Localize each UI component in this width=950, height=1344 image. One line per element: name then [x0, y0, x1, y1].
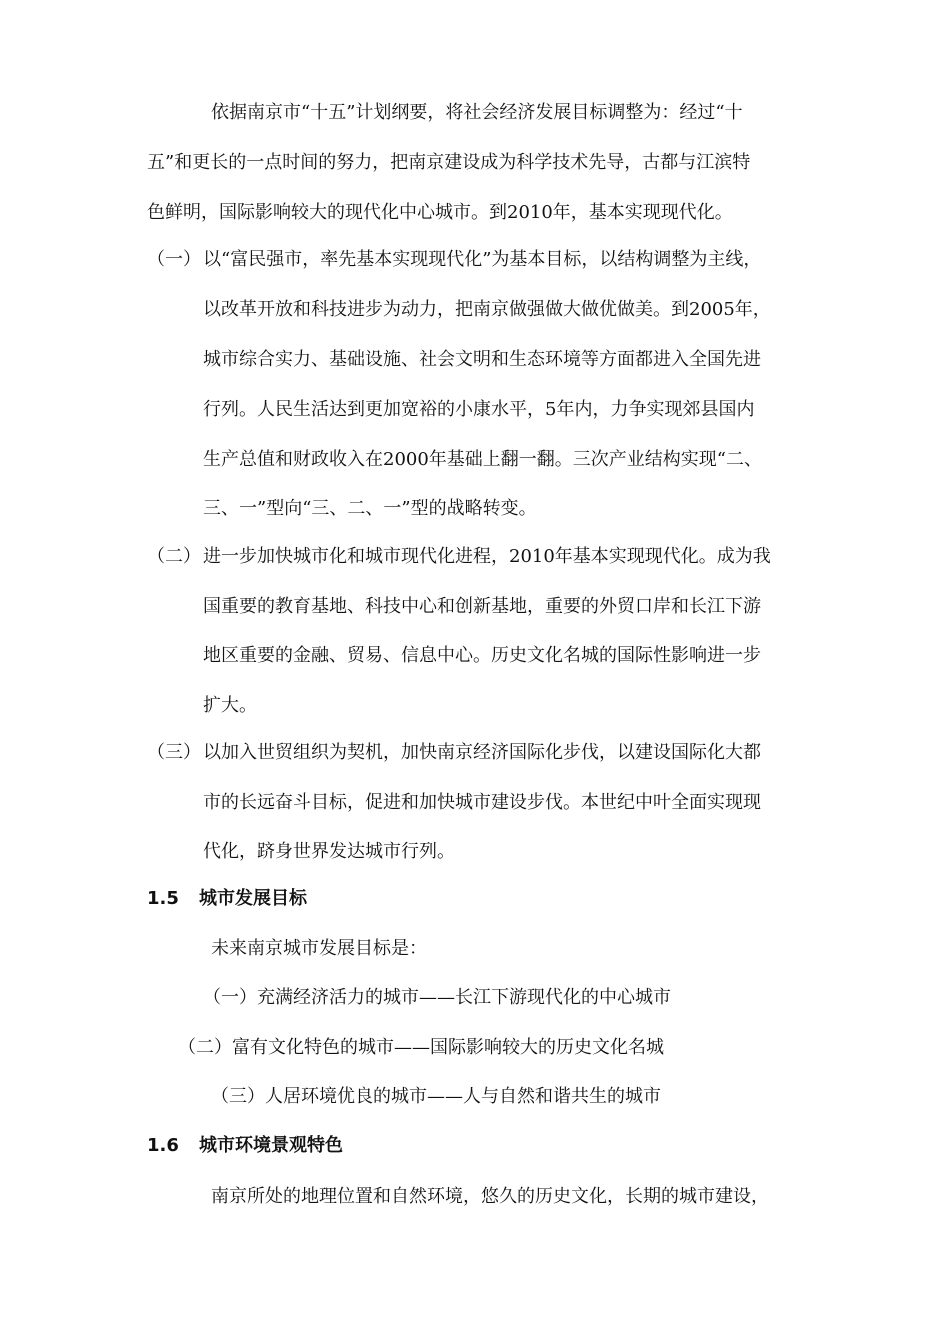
- intro-line: 五”和更长的一点时间的努力，把南京建设成为科学技术先导，古都与江滨特: [147, 152, 751, 173]
- section-heading-1-5: [147, 887, 307, 911]
- goal-item: （一）充满经济活力的城市——长江下游现代化的中心城市: [203, 987, 671, 1008]
- list-item-line: 生产总值和财政收入在2000年基础上翻一翻。三次产业结构实现“二、: [203, 449, 763, 470]
- section-heading-1-6: [147, 1134, 343, 1158]
- list-item-line: 行列。人民生活达到更加宽裕的小康水平，5年内，力争实现郊县国内: [203, 399, 755, 420]
- section-body-line: 南京所处的地理位置和自然环境，悠久的历史文化，长期的城市建设，: [211, 1186, 769, 1207]
- section-number: 1.5: [147, 888, 179, 909]
- goal-item: （二）富有文化特色的城市——国际影响较大的历史文化名城: [178, 1037, 664, 1058]
- section-title: 城市发展目标: [199, 888, 307, 909]
- list-item-line: 扩大。: [203, 695, 257, 716]
- goal-item: （三）人居环境优良的城市——人与自然和谐共生的城市: [211, 1086, 661, 1107]
- list-item-line: 城市综合实力、基础设施、社会文明和生态环境等方面都进入全国先进: [203, 349, 761, 370]
- section-number: 1.6: [147, 1135, 179, 1156]
- list-item-line: 地区重要的金融、贸易、信息中心。历史文化名城的国际性影响进一步: [203, 645, 761, 666]
- list-item-line: 进一步加快城市化和城市现代化进程，2010年基本实现现代化。成为我: [203, 546, 771, 567]
- list-item-marker: （二）: [147, 546, 201, 567]
- intro-line: 色鲜明，国际影响较大的现代化中心城市。到2010年，基本实现现代化。: [147, 202, 733, 223]
- list-item-line: 国重要的教育基地、科技中心和创新基地，重要的外贸口岸和长江下游: [203, 596, 761, 617]
- list-item-line: 市的长远奋斗目标，促进和加快城市建设步伐。本世纪中叶全面实现现: [203, 792, 761, 813]
- list-item-line: 以加入世贸组织为契机，加快南京经济国际化步伐，以建设国际化大都: [203, 742, 761, 763]
- list-item-marker: （一）: [147, 249, 201, 270]
- section-title: 城市环境景观特色: [199, 1135, 343, 1156]
- list-item-line: 代化，跻身世界发达城市行列。: [203, 841, 455, 862]
- section-intro: 未来南京城市发展目标是：: [211, 938, 427, 959]
- list-item-marker: （三）: [147, 742, 201, 763]
- list-item-line: 三、一”型向“三、二、一”型的战略转变。: [203, 498, 537, 519]
- list-item-line: 以改革开放和科技进步为动力，把南京做强做大做优做美。到2005年，: [203, 299, 771, 320]
- list-item-line: 以“富民强市，率先基本实现现代化”为基本目标，以结构调整为主线，: [203, 249, 762, 270]
- intro-line: 依据南京市“十五”计划纲要，将社会经济发展目标调整为：经过“十: [211, 102, 743, 123]
